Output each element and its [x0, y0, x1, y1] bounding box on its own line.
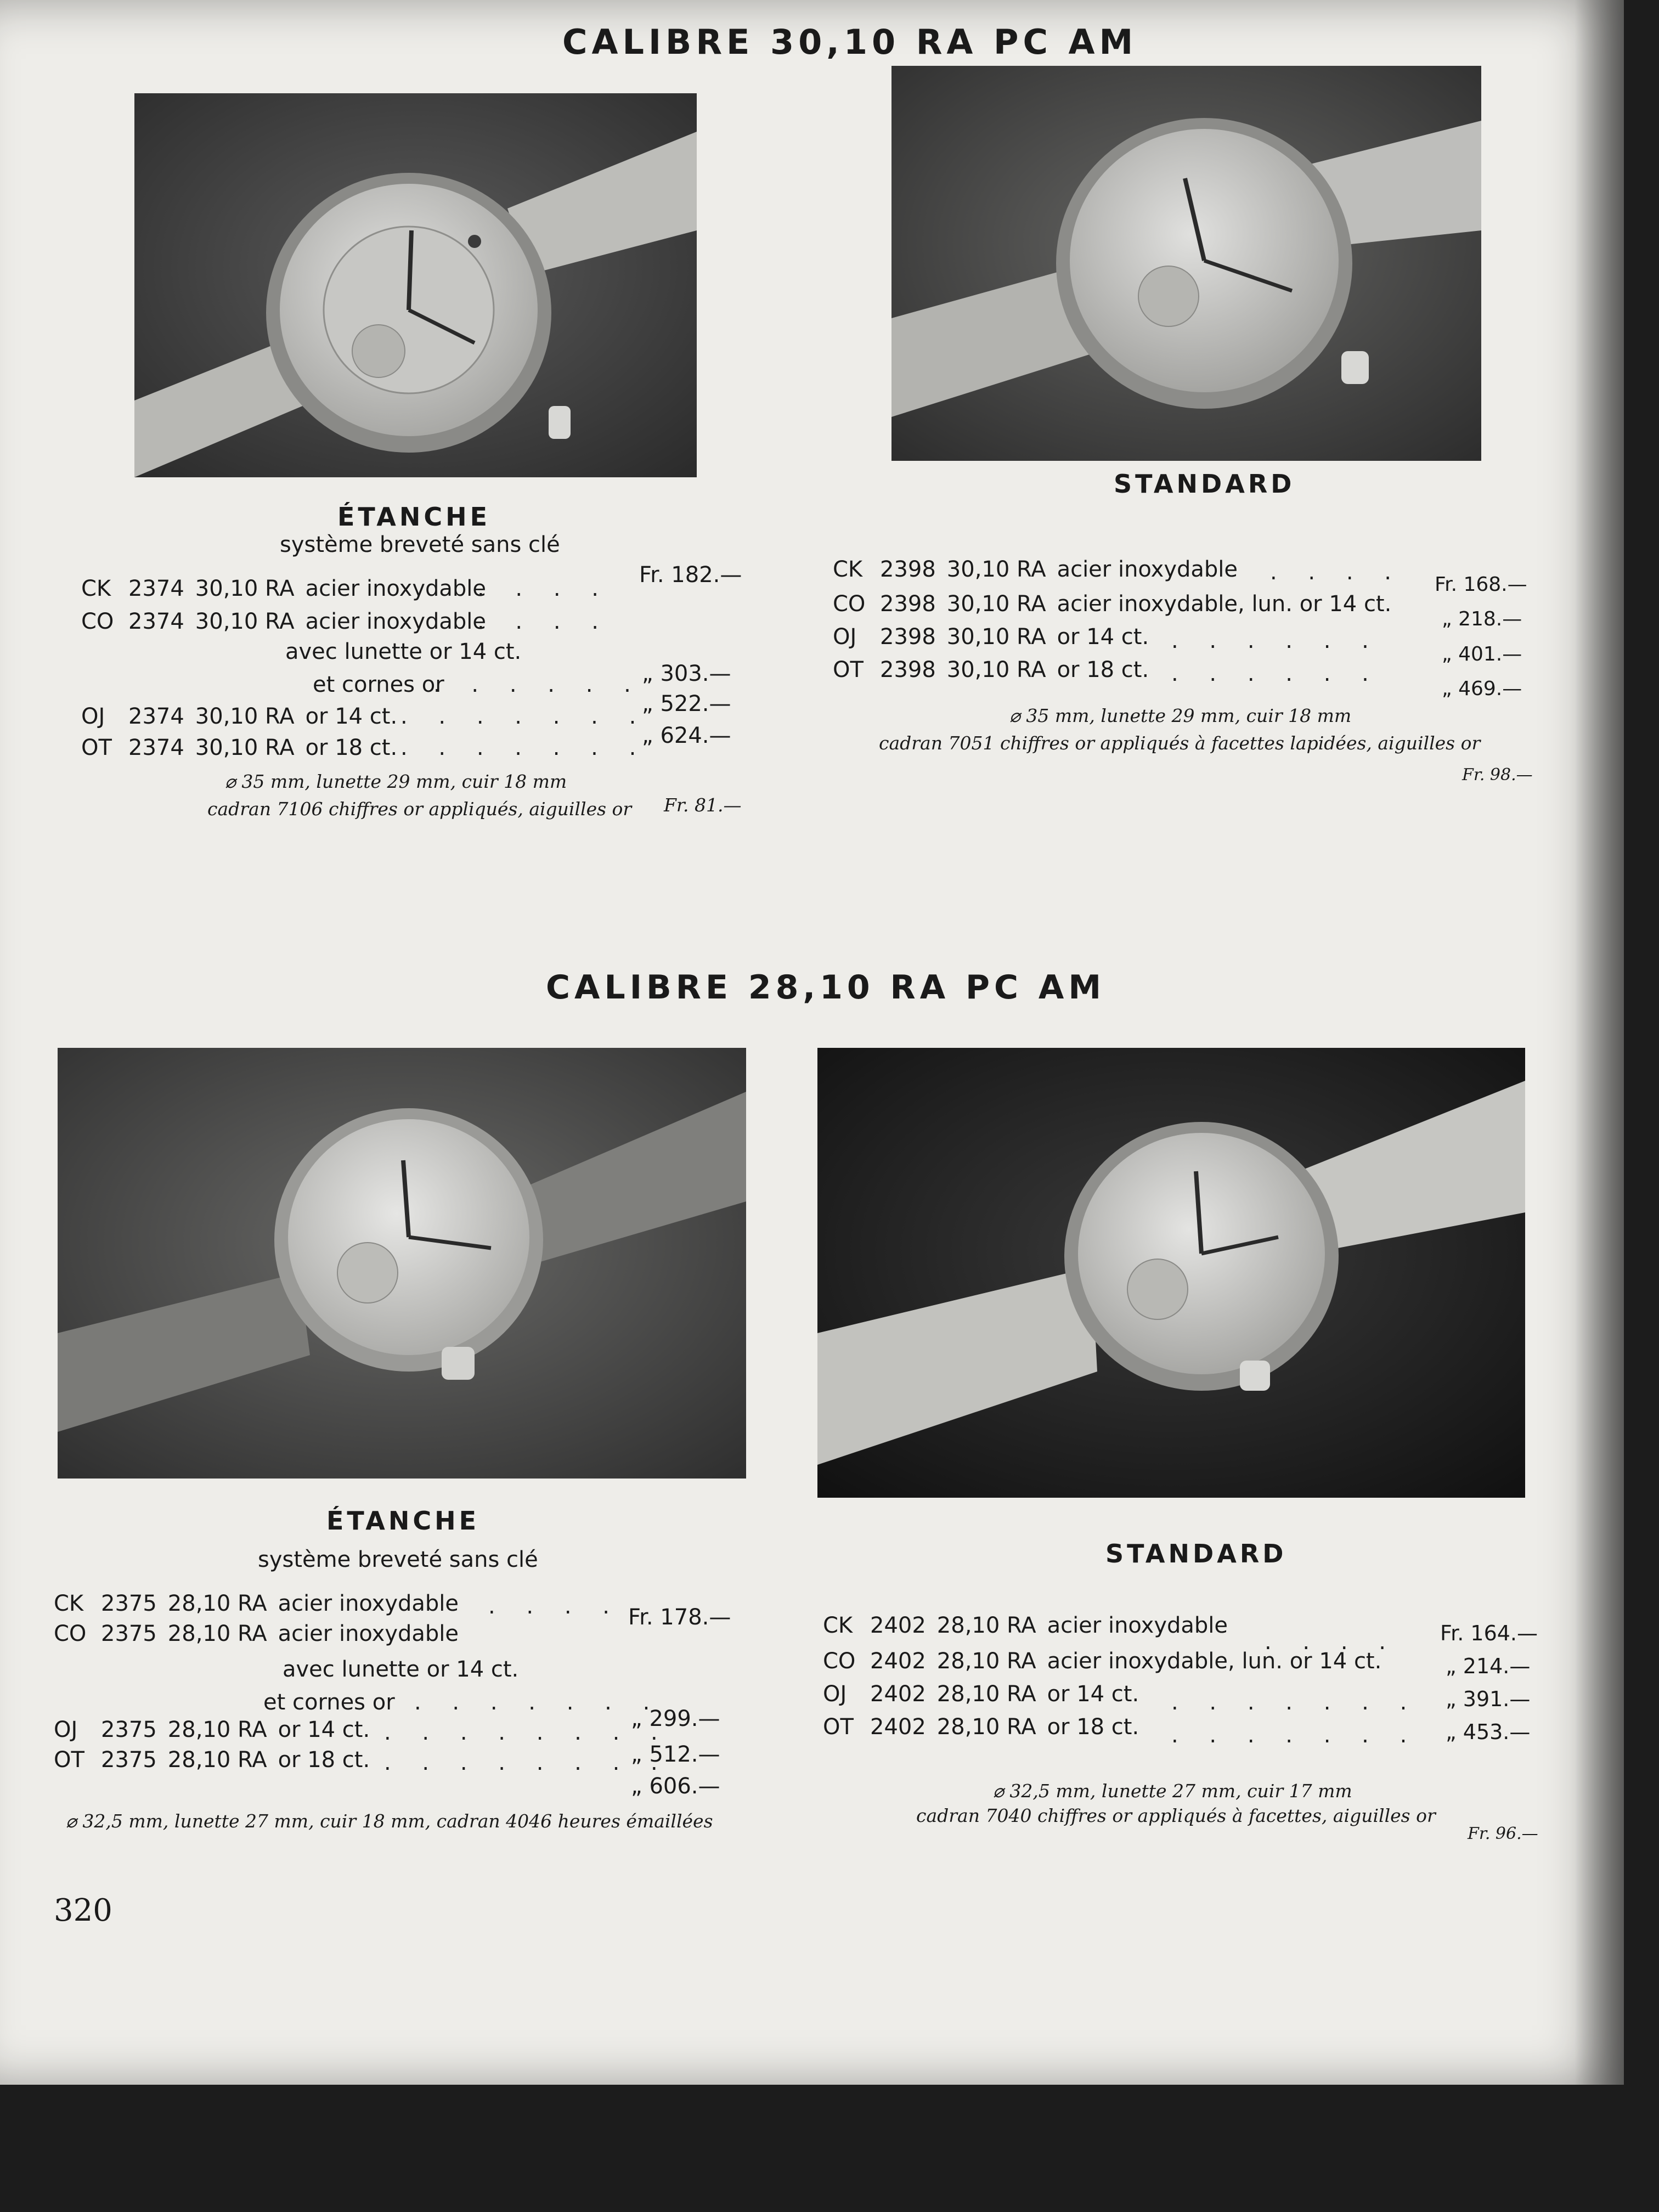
row-price: „ 453.—: [1446, 1720, 1531, 1744]
row-desc: acier inoxydable: [1047, 1613, 1228, 1638]
row-desc: et cornes or: [263, 1690, 395, 1715]
table-row: [823, 1681, 1139, 1707]
spec-note: ⌀ 35 mm, lunette 29 mm, cuir 18 mm: [225, 771, 567, 792]
leader-dots: . . . . . . .: [414, 1690, 662, 1715]
subtitle-etanche-28-10: système breveté sans clé: [258, 1547, 538, 1572]
leader-dots: . . . .: [1265, 1629, 1398, 1655]
leader-dots: . . . .: [1270, 560, 1404, 585]
spec-note: ⌀ 32,5 mm, lunette 27 mm, cuir 17 mm: [993, 1780, 1352, 1802]
row-ref: 2375: [101, 1717, 157, 1742]
row-desc: or 14 ct.: [305, 704, 398, 729]
row-code: OJ: [833, 624, 857, 650]
row-code: CK: [54, 1591, 84, 1616]
row-code: CO: [823, 1649, 856, 1674]
table-row: [833, 624, 1149, 650]
row-code: OT: [823, 1714, 854, 1740]
row-calibre: 30,10 RA: [946, 591, 1046, 617]
spec-note: ⌀ 32,5 mm, lunette 27 mm, cuir 18 mm, cadran 4046 heures émaillées: [66, 1810, 713, 1832]
row-code: OJ: [823, 1681, 847, 1707]
section-title-calibre-28-10: CALIBRE 28,10 RA PC AM: [546, 968, 1106, 1007]
table-row: [823, 1714, 1139, 1740]
row-desc: or 18 ct.: [1047, 1714, 1139, 1740]
row-calibre: 28,10 RA: [167, 1747, 267, 1773]
row-desc: or 14 ct.: [278, 1717, 370, 1742]
row-price: „ 512.—: [631, 1742, 720, 1767]
leader-dots: . . . . . . .: [400, 735, 648, 760]
spec-note: cadran 7051 chiffres or appliqués à facettes lapidées, aiguilles or: [879, 732, 1481, 754]
row-price: Fr. 178.—: [628, 1605, 731, 1630]
leader-dots: . . . . . . . .: [384, 1750, 670, 1775]
row-price: „ 624.—: [642, 723, 731, 748]
row-code: OJ: [54, 1717, 78, 1742]
row-desc: avec lunette or 14 ct.: [285, 639, 522, 664]
row-desc: acier inoxydable, lun. or 14 ct.: [1057, 591, 1392, 617]
dial-price: Fr. 81.—: [664, 794, 742, 816]
row-calibre: 28,10 RA: [936, 1714, 1036, 1740]
row-calibre: 30,10 RA: [195, 735, 295, 760]
row-ref: 2402: [870, 1681, 926, 1707]
row-ref: 2374: [128, 735, 184, 760]
watch-photo-standard-28-10: [817, 1048, 1525, 1498]
row-code: OT: [81, 735, 112, 760]
table-row: [313, 672, 444, 697]
table-row: [833, 657, 1149, 682]
table-row: [833, 557, 1238, 582]
row-ref: 2402: [870, 1613, 926, 1638]
caption-etanche-28-10: ÉTANCHE: [326, 1506, 480, 1536]
row-ref: 2374: [128, 609, 184, 634]
table-row: [81, 576, 486, 601]
row-price: „ 218.—: [1442, 608, 1522, 630]
row-calibre: 30,10 RA: [946, 657, 1046, 682]
leader-dots: . . . . . .: [433, 672, 643, 697]
caption-standard-28-10: STANDARD: [1105, 1539, 1287, 1568]
watch-photo-standard-30-10: [891, 66, 1481, 461]
caption-standard-30-10: STANDARD: [1114, 469, 1295, 499]
row-calibre: 28,10 RA: [936, 1649, 1036, 1674]
row-calibre: 28,10 RA: [936, 1681, 1036, 1707]
row-code: CO: [833, 591, 866, 617]
spec-note: cadran 7040 chiffres or appliqués à facettes, aiguilles or: [916, 1805, 1436, 1826]
row-calibre: 30,10 RA: [195, 609, 295, 634]
row-code: CK: [823, 1613, 853, 1638]
leader-dots: . . . . . .: [1171, 628, 1381, 653]
table-row: [283, 1657, 518, 1682]
leader-dots: . . . . . . .: [400, 704, 648, 729]
leader-dots: . . . .: [477, 576, 611, 601]
row-ref: 2398: [880, 591, 936, 617]
row-calibre: 28,10 RA: [936, 1613, 1036, 1638]
table-row: [54, 1717, 370, 1742]
row-price: „ 214.—: [1446, 1654, 1531, 1678]
row-ref: 2402: [870, 1714, 926, 1740]
leader-dots: . . . . . .: [1171, 661, 1381, 686]
row-price: „ 299.—: [631, 1706, 720, 1731]
row-ref: 2398: [880, 624, 936, 650]
subtitle-etanche-30-10: système breveté sans clé: [280, 532, 560, 557]
row-desc: or 18 ct.: [1057, 657, 1149, 682]
row-calibre: 30,10 RA: [946, 557, 1046, 582]
row-desc: et cornes or: [313, 672, 444, 697]
row-price: „ 391.—: [1446, 1687, 1531, 1711]
row-calibre: 28,10 RA: [167, 1621, 267, 1646]
caption-etanche-30-10: ÉTANCHE: [337, 502, 491, 532]
leader-dots: . . . .: [477, 609, 611, 634]
watch-photo-etanche-30-10: [134, 93, 697, 477]
spec-note: cadran 7106 chiffres or appliqués, aiguilles or: [207, 798, 632, 820]
dial-price: Fr. 96.—: [1468, 1824, 1538, 1843]
row-desc: acier inoxydable: [278, 1621, 459, 1646]
book-spine-shadow: [1575, 0, 1624, 2085]
leader-dots: . . . . . . .: [1171, 1723, 1419, 1748]
row-desc: or 14 ct.: [1057, 624, 1149, 650]
row-calibre: 28,10 RA: [167, 1717, 267, 1742]
dial-price: Fr. 98.—: [1462, 765, 1533, 785]
row-ref: 2398: [880, 657, 936, 682]
row-price: „ 469.—: [1442, 678, 1522, 700]
row-desc: acier inoxydable, lun. or 14 ct.: [1047, 1649, 1382, 1674]
row-code: CO: [81, 609, 114, 634]
table-row: [263, 1690, 395, 1715]
row-price: „ 401.—: [1442, 643, 1522, 665]
table-row: [285, 639, 521, 664]
row-desc: or 18 ct.: [305, 735, 398, 760]
table-row: [81, 609, 486, 634]
table-row: [54, 1621, 459, 1646]
row-desc: acier inoxydable: [1057, 557, 1238, 582]
row-price: „ 303.—: [642, 661, 731, 686]
row-code: CO: [54, 1621, 87, 1646]
row-desc: acier inoxydable: [305, 576, 487, 601]
row-ref: 2398: [880, 557, 936, 582]
row-price: Fr. 182.—: [639, 562, 742, 588]
row-ref: 2375: [101, 1621, 157, 1646]
row-code: OJ: [81, 704, 105, 729]
row-desc: avec lunette or 14 ct.: [283, 1657, 519, 1682]
row-price: Fr. 164.—: [1440, 1621, 1538, 1645]
row-ref: 2375: [101, 1747, 157, 1773]
table-row: [823, 1613, 1228, 1638]
table-row: [81, 735, 397, 760]
row-price: „ 606.—: [631, 1774, 720, 1799]
leader-dots: . . . . . . . .: [384, 1720, 670, 1745]
table-row: [81, 704, 397, 729]
row-desc: acier inoxydable: [278, 1591, 459, 1616]
table-row: [823, 1649, 1381, 1674]
watch-photo-etanche-28-10: [58, 1048, 746, 1479]
row-code: OT: [54, 1747, 84, 1773]
row-code: OT: [833, 657, 864, 682]
row-desc: or 14 ct.: [1047, 1681, 1139, 1707]
row-ref: 2374: [128, 576, 184, 601]
row-calibre: 30,10 RA: [946, 624, 1046, 650]
row-calibre: 30,10 RA: [195, 704, 295, 729]
leader-dots: . . . . . . .: [1171, 1690, 1419, 1715]
row-ref: 2374: [128, 704, 184, 729]
row-calibre: 28,10 RA: [167, 1591, 267, 1616]
spec-note: ⌀ 35 mm, lunette 29 mm, cuir 18 mm: [1009, 705, 1352, 726]
table-row: [54, 1747, 370, 1773]
row-desc: acier inoxydable: [305, 609, 487, 634]
row-code: CK: [81, 576, 111, 601]
page-number: 320: [54, 1893, 112, 1928]
row-desc: or 18 ct.: [278, 1747, 370, 1773]
row-ref: 2375: [101, 1591, 157, 1616]
table-row: [833, 591, 1391, 617]
leader-dots: . . . .: [488, 1594, 622, 1619]
row-code: CK: [833, 557, 863, 582]
row-ref: 2402: [870, 1649, 926, 1674]
row-price: Fr. 168.—: [1435, 573, 1527, 596]
row-calibre: 30,10 RA: [195, 576, 295, 601]
section-title-calibre-30-10: CALIBRE 30,10 RA PC AM: [562, 22, 1138, 62]
row-price: „ 522.—: [642, 691, 731, 716]
table-row: [54, 1591, 459, 1616]
